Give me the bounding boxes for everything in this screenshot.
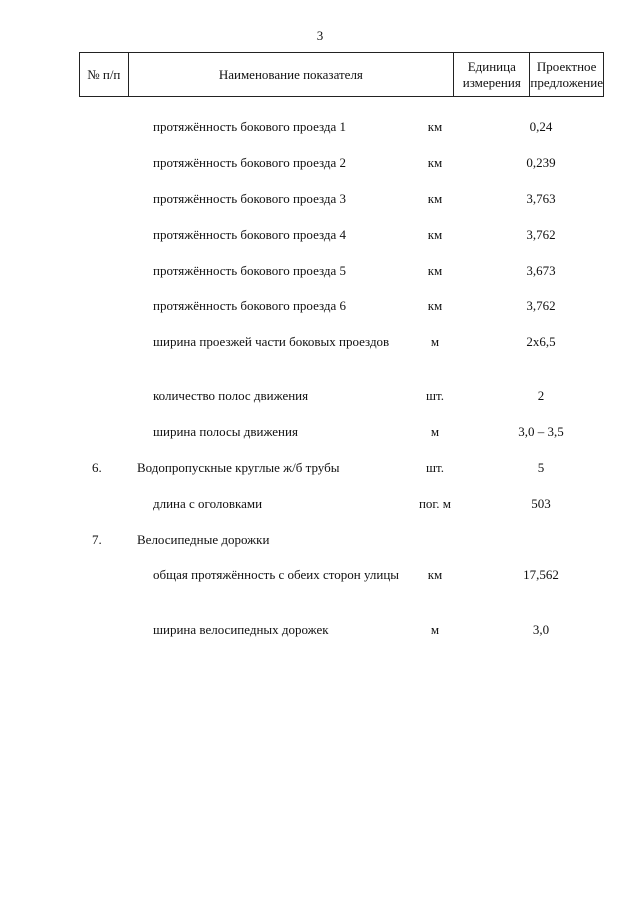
row-number: 6. — [92, 460, 102, 475]
row-value: 2 — [537, 388, 545, 403]
row-name: протяжённость бокового проезда 5 — [153, 263, 347, 278]
row-value: 2х6,5 — [526, 334, 556, 349]
row-value: 3,673 — [526, 263, 556, 278]
row-name: длина с оголовками — [153, 496, 263, 511]
row-number: 7. — [92, 532, 102, 547]
row-name: Велосипедные дорожки — [137, 532, 270, 547]
row-unit: км — [427, 155, 443, 170]
row-value: 3,762 — [526, 298, 556, 313]
row-unit: км — [427, 298, 443, 313]
row-value: 3,762 — [526, 227, 556, 242]
header-project-value: Проектное предложение — [529, 53, 603, 96]
row-name: протяжённость бокового проезда 2 — [153, 155, 347, 170]
row-unit: км — [427, 191, 443, 206]
row-unit: м — [430, 622, 440, 637]
row-unit: шт. — [426, 388, 444, 403]
table-header — [79, 52, 604, 97]
row-unit: км — [427, 227, 443, 242]
row-unit: м — [430, 424, 440, 439]
header-indicator-name: Наименование показателя — [128, 53, 454, 96]
row-value: 3,0 – 3,5 — [518, 424, 564, 439]
row-unit: пог. м — [418, 496, 452, 511]
row-name: протяжённость бокового проезда 4 — [153, 227, 347, 242]
row-name: протяжённость бокового проезда 1 — [153, 119, 347, 134]
header-unit: Единица измерения — [453, 53, 529, 96]
row-unit: км — [427, 263, 443, 278]
row-value: 0,239 — [526, 155, 556, 170]
row-unit: км — [427, 119, 443, 134]
page-number: 3 — [316, 28, 324, 43]
row-name: ширина проезжей части боковых проездов — [153, 334, 390, 349]
row-value: 3,0 — [532, 622, 550, 637]
row-unit: км — [427, 567, 443, 582]
row-name: ширина велосипедных дорожек — [153, 622, 329, 637]
row-unit: шт. — [426, 460, 444, 475]
row-name: общая протяжённость с обеих сторон улицы — [153, 567, 400, 582]
row-value: 0,24 — [529, 119, 553, 134]
row-name: ширина полосы движения — [153, 424, 298, 439]
row-name: Водопропускные круглые ж/б трубы — [137, 460, 340, 475]
row-value: 5 — [537, 460, 545, 475]
row-value: 503 — [531, 496, 551, 511]
row-name: количество полос движения — [153, 388, 309, 403]
row-unit: м — [430, 334, 440, 349]
header-number: № п/п — [87, 66, 121, 82]
row-name: протяжённость бокового проезда 3 — [153, 191, 347, 206]
row-value: 17,562 — [523, 567, 559, 582]
row-name: протяжённость бокового проезда 6 — [153, 298, 347, 313]
row-value: 3,763 — [526, 191, 556, 206]
